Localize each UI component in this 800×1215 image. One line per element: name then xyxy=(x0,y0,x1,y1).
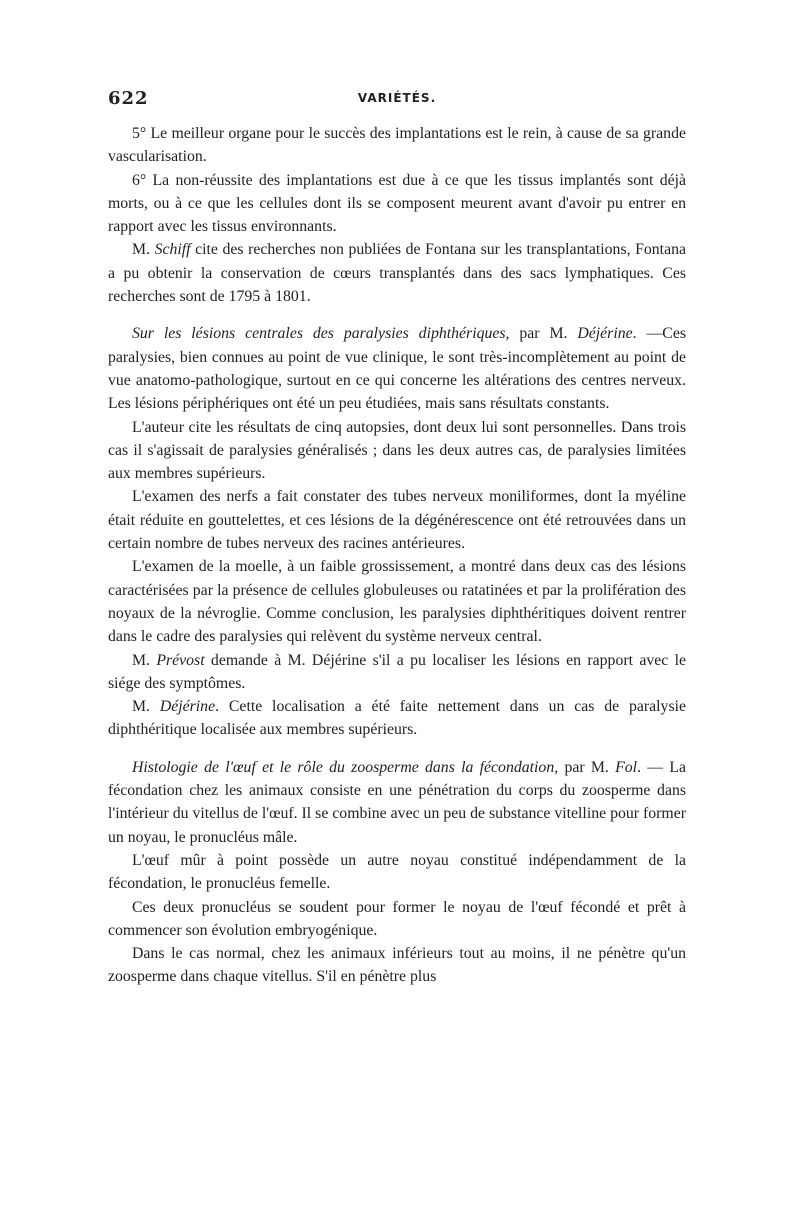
italic-text: Sur les lésions centrales des paralysies diphthériques xyxy=(132,325,506,343)
section-start-paragraph xyxy=(108,756,686,849)
paragraph xyxy=(108,122,686,169)
text-run: L'examen de la moelle, à un faible grossissement, a montré dans deux cas des lésions caractérisées par la présence de cellules globuleuses ou ratatinées et par la prolifération des noyaux de la névroglie. Comme conclusion, les paralysies diphthéritiques doivent rentrer dans le cadre des paralysies qui relèvent du système nerveux central. xyxy=(108,558,686,646)
text-run: cite des recherches non publiées de Fontana sur les transplantations, Fontana a pu obtenir la conservation de cœurs transplantés dans des sacs lymphatiques. Ces recherches sont de 1795 à 1801. xyxy=(108,241,686,306)
text-run: . — La fécondation chez les animaux consiste en une pénétration du corps du zoosperme dans l'intérieur du vitellus de l'œuf. Il se combine avec un peu de substance vitelline pour former un noyau, le pronucléus mâle. xyxy=(108,758,686,846)
text-run: , par M. xyxy=(505,325,578,343)
paragraph xyxy=(108,555,686,648)
text-run: L'examen des nerfs a fait constater des tubes nerveux moniliformes, dont la myéline était réduite en gouttelettes, et ces lésions de la dégénérescence ont été retrouvées dans un certain nombre de tubes nerveux des racines antérieures. xyxy=(108,488,686,553)
paragraph xyxy=(108,238,686,308)
italic-text: Prévost xyxy=(156,651,205,669)
text-run: M. xyxy=(132,241,155,259)
paragraph xyxy=(108,695,686,742)
text-run: , par M. xyxy=(554,758,616,776)
body-text xyxy=(108,122,686,989)
book-page xyxy=(108,88,686,989)
paragraph xyxy=(108,416,686,486)
text-run: L'auteur cite les résultats de cinq autopsies, dont deux lui sont personnelles. Dans trois cas il s'agissait de paralysies généralisés ; dans les deux autres cas, de paralysies limitées aux membres supérieurs. xyxy=(108,418,686,483)
italic-text: Histologie de l'œuf et le rôle du zoosperme dans la fécondation xyxy=(132,758,555,776)
page-number: 622 xyxy=(108,88,149,109)
paragraph xyxy=(108,649,686,696)
section-start-paragraph xyxy=(108,322,686,415)
paragraph xyxy=(108,849,686,896)
text-run: M. xyxy=(132,651,157,669)
italic-text: Fol xyxy=(615,758,638,776)
running-title: VARIÉTÉS. xyxy=(357,91,437,105)
text-run: M. xyxy=(132,698,160,716)
paragraph xyxy=(108,169,686,239)
paragraph xyxy=(108,942,686,989)
text-run: . —Ces paralysies, bien connues au point de vue clinique, le sont très-incomplètement au point de vue anatomo-pathologique, surtout en ce qui concerne les altérations des centres nerveux. Les lésions périphériques ont été un peu étudiées, mais sans résultats constants. xyxy=(108,325,686,413)
text-run: L'œuf mûr à point possède un autre noyau constitué indépendamment de la fécondation, le pronucléus femelle. xyxy=(108,851,686,893)
text-run: 5° Le meilleur organe pour le succès des implantations est le rein, à cause de sa grande vascularisation. xyxy=(108,125,686,166)
italic-text: Déjérine xyxy=(577,325,633,343)
paragraph xyxy=(108,485,686,555)
paragraph xyxy=(108,896,686,943)
text-run: Dans le cas normal, chez les animaux inférieurs tout au moins, il ne pénètre qu'un zoosperme dans chaque vitellus. S'il en pénètre plus xyxy=(108,945,686,986)
italic-text: Déjérine xyxy=(159,698,216,716)
text-run: 6° La non-réussite des implantations est due à ce que les tissus implantés sont déjà morts, ou à ce que les cellules dont ils se composent meurent avant d'avoir pu entrer en rapport avec les tissus environnants. xyxy=(108,171,686,236)
text-run: demande à M. Déjérine s'il a pu localiser les lésions en rapport avec le siége des symptômes. xyxy=(108,651,686,692)
text-run: Ces deux pronucléus se soudent pour former le noyau de l'œuf fécondé et prêt à commencer son évolution embryogénique. xyxy=(108,898,686,939)
text-run: . Cette localisation a été faite nettement dans un cas de paralysie diphthéritique localisée aux membres supérieurs. xyxy=(108,698,686,739)
running-head xyxy=(108,88,686,122)
italic-text: Schiff xyxy=(154,241,191,259)
